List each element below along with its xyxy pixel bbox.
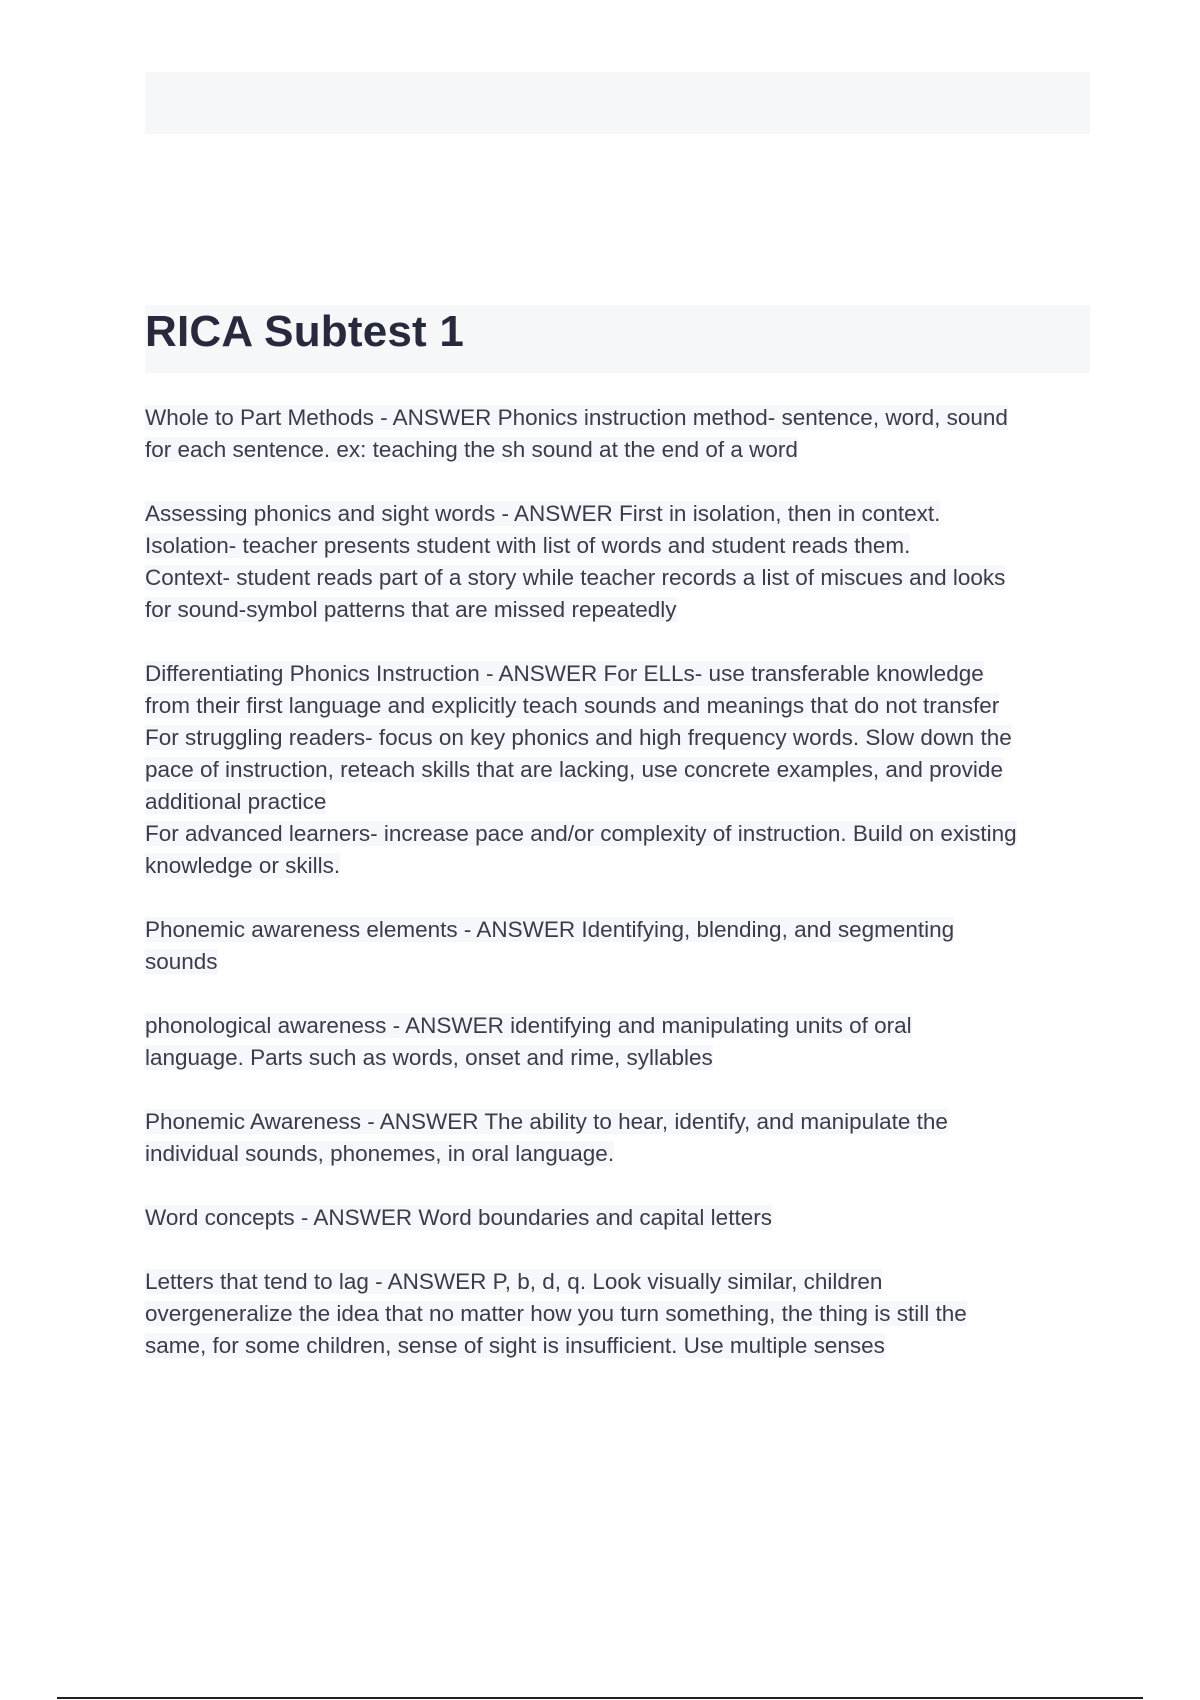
qa-entry: [145, 1106, 1090, 1170]
qa-text-line: phonological awareness - ANSWER identifying and manipulating units of oral: [145, 1013, 912, 1038]
qa-entry: [145, 1266, 1090, 1362]
qa-text-line: additional practice: [145, 789, 327, 814]
qa-text-line: language. Parts such as words, onset and rime, syllables: [145, 1045, 713, 1070]
qa-text-line: Isolation- teacher presents student with list of words and student reads them.: [145, 533, 911, 558]
qa-text-line: Letters that tend to lag - ANSWER P, b, d, q. Look visually similar, children: [145, 1269, 883, 1294]
qa-text-line: sounds: [145, 949, 218, 974]
qa-text-line: for each sentence. ex: teaching the sh sound at the end of a word: [145, 437, 798, 462]
qa-entry: [145, 658, 1090, 882]
qa-text-line: individual sounds, phonemes, in oral language.: [145, 1141, 615, 1166]
qa-entry: [145, 1202, 1090, 1234]
qa-list: [145, 402, 1090, 1394]
qa-text-line: Assessing phonics and sight words - ANSWER First in isolation, then in context.: [145, 501, 941, 526]
qa-entry: [145, 1010, 1090, 1074]
qa-text-line: from their first language and explicitly teach sounds and meanings that do not transfer: [145, 693, 1000, 718]
qa-text-line: Differentiating Phonics Instruction - ANSWER For ELLs- use transferable knowledge: [145, 661, 984, 686]
qa-entry: [145, 498, 1090, 626]
qa-text-line: Context- student reads part of a story while teacher records a list of miscues and looks: [145, 565, 1006, 590]
qa-text-line: overgeneralize the idea that no matter how you turn something, the thing is still the: [145, 1301, 967, 1326]
qa-entry: [145, 402, 1090, 466]
page-title: RICA Subtest 1: [145, 307, 464, 356]
qa-text-line: Word concepts - ANSWER Word boundaries and capital letters: [145, 1205, 772, 1230]
qa-text-line: For advanced learners- increase pace and/or complexity of instruction. Build on existing: [145, 821, 1017, 846]
qa-text-line: Phonemic awareness elements - ANSWER Identifying, blending, and segmenting: [145, 917, 955, 942]
qa-text-line: pace of instruction, reteach skills that are lacking, use concrete examples, and provide: [145, 757, 1003, 782]
qa-text-line: Phonemic Awareness - ANSWER The ability to hear, identify, and manipulate the: [145, 1109, 948, 1134]
header-band: [145, 72, 1090, 134]
qa-text-line: for sound-symbol patterns that are missed repeatedly: [145, 597, 677, 622]
page-bottom-rule: [57, 1697, 1143, 1699]
qa-text-line: same, for some children, sense of sight is insufficient. Use multiple senses: [145, 1333, 885, 1358]
qa-text-line: Whole to Part Methods - ANSWER Phonics instruction method- sentence, word, sound: [145, 405, 1008, 430]
qa-entry: [145, 914, 1090, 978]
qa-text-line: knowledge or skills.: [145, 853, 341, 878]
qa-text-line: For struggling readers- focus on key phonics and high frequency words. Slow down the: [145, 725, 1012, 750]
